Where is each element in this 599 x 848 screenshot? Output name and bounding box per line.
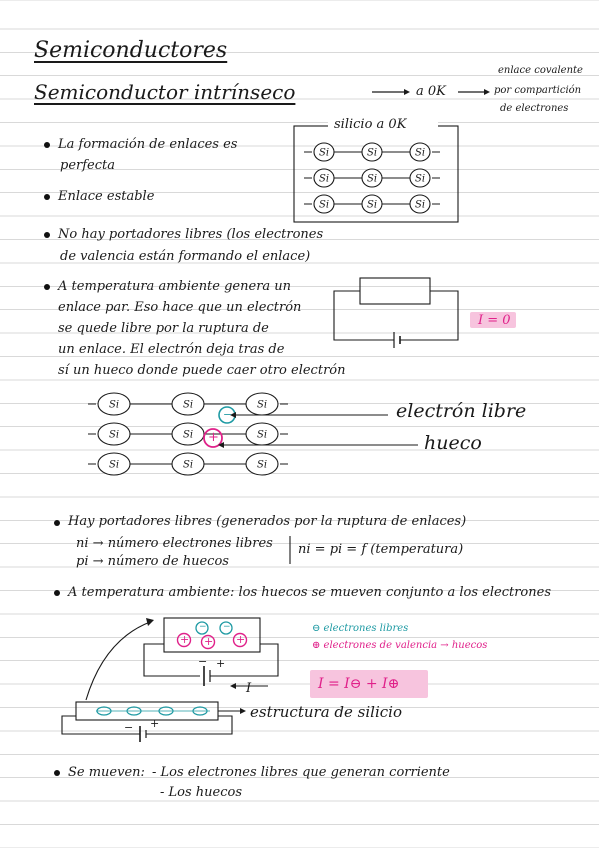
crystal-atom-label: Si [182,459,194,471]
lattice-atom-label: Si [366,147,378,159]
circuit-current-label: I [246,681,252,696]
sub-text: pi → número de huecos [76,554,229,569]
bullet-dot [54,770,60,776]
carrier-formula: ni = pi = f (temperatura) [298,542,464,557]
bullet-text: de valencia están formando el enlace) [60,249,311,264]
lattice-atom-label: Si [318,199,330,211]
bullet-text: sí un hueco donde puede caer otro electrón [58,363,346,378]
bullet-text: Enlace estable [58,189,155,204]
crystal-atom-label: Si [108,399,120,411]
crystal-atom-label: Si [182,399,194,411]
hole-mark: + [208,430,219,445]
current-zero-label: I = 0 [478,313,511,328]
bullet-text: No hay portadores libres (los electrones [58,227,324,242]
circuit-hole-mark: + [204,635,214,648]
lattice-atom-label: Si [414,173,426,185]
crystal-atom-label: Si [256,459,268,471]
circuit-hole-mark: + [180,633,190,646]
circuit-electron-mark: − [199,622,207,632]
section-heading: Semiconductor intrínseco [34,80,296,104]
hole-legend: ⊕ electrones de valencia → huecos [312,640,488,651]
bullet-text: un enlace. El electrón deja tras de [58,342,285,357]
heading-arrow-target: a 0K [416,84,446,99]
heading-note-2: por compartición [494,85,582,96]
lattice-atom-label: Si [414,199,426,211]
crystal-atom-label: Si [256,399,268,411]
sub-text: ni → número electrones libres [76,536,273,551]
battery-plus: + [150,717,160,730]
bullet-item: - Los huecos [160,785,243,800]
current-formula: I = I⊖ + I⊕ [318,676,400,692]
lattice-atom-label: Si [318,147,330,159]
page-title: Semiconductores [34,38,228,63]
lattice-atom-label: Si [366,199,378,211]
heading-note-3: de electrones [500,103,569,114]
battery-minus: − [198,655,208,668]
free-electron-label: electrón libre [396,400,527,422]
bullet-text: A temperatura ambiente genera un [58,279,292,294]
bullet-text: La formación de enlaces es [58,137,238,152]
bullet-item: - Los electrones libres que generan corriente [152,765,450,780]
hole-label: hueco [424,432,482,454]
free-electron-mark: − [223,408,233,421]
bullet-lead: Se mueven: [68,765,145,780]
silicon-structure-label: estructura de silicio [250,703,402,721]
crystal-atom-label: Si [256,429,268,441]
lattice-atom-label: Si [318,173,330,185]
crystal-atom-label: Si [108,429,120,441]
bullet-text: enlace par. Eso hace que un electrón [58,300,302,315]
electron-legend: ⊖ electrones libres [312,623,409,634]
crystal-atom-label: Si [182,429,194,441]
battery-minus: − [124,721,134,734]
bullet-text: se quede libre por la ruptura de [58,321,269,336]
bullet-text: Hay portadores libres (generados por la ruptura de enlaces) [68,514,467,529]
bullet-text: A temperatura ambiente: los huecos se mueven conjunto a los electrones [68,585,551,600]
circuit-hole-mark: + [236,633,246,646]
crystal-atom-label: Si [108,459,120,471]
bullet-text: perfecta [60,158,115,173]
battery-plus: + [216,657,226,670]
lattice-atom-label: Si [414,147,426,159]
lattice-atom-label: Si [366,173,378,185]
heading-note-1: enlace covalente [498,65,583,76]
lattice-label: silicio a 0K [334,117,407,132]
circuit-electron-mark: − [223,622,231,632]
